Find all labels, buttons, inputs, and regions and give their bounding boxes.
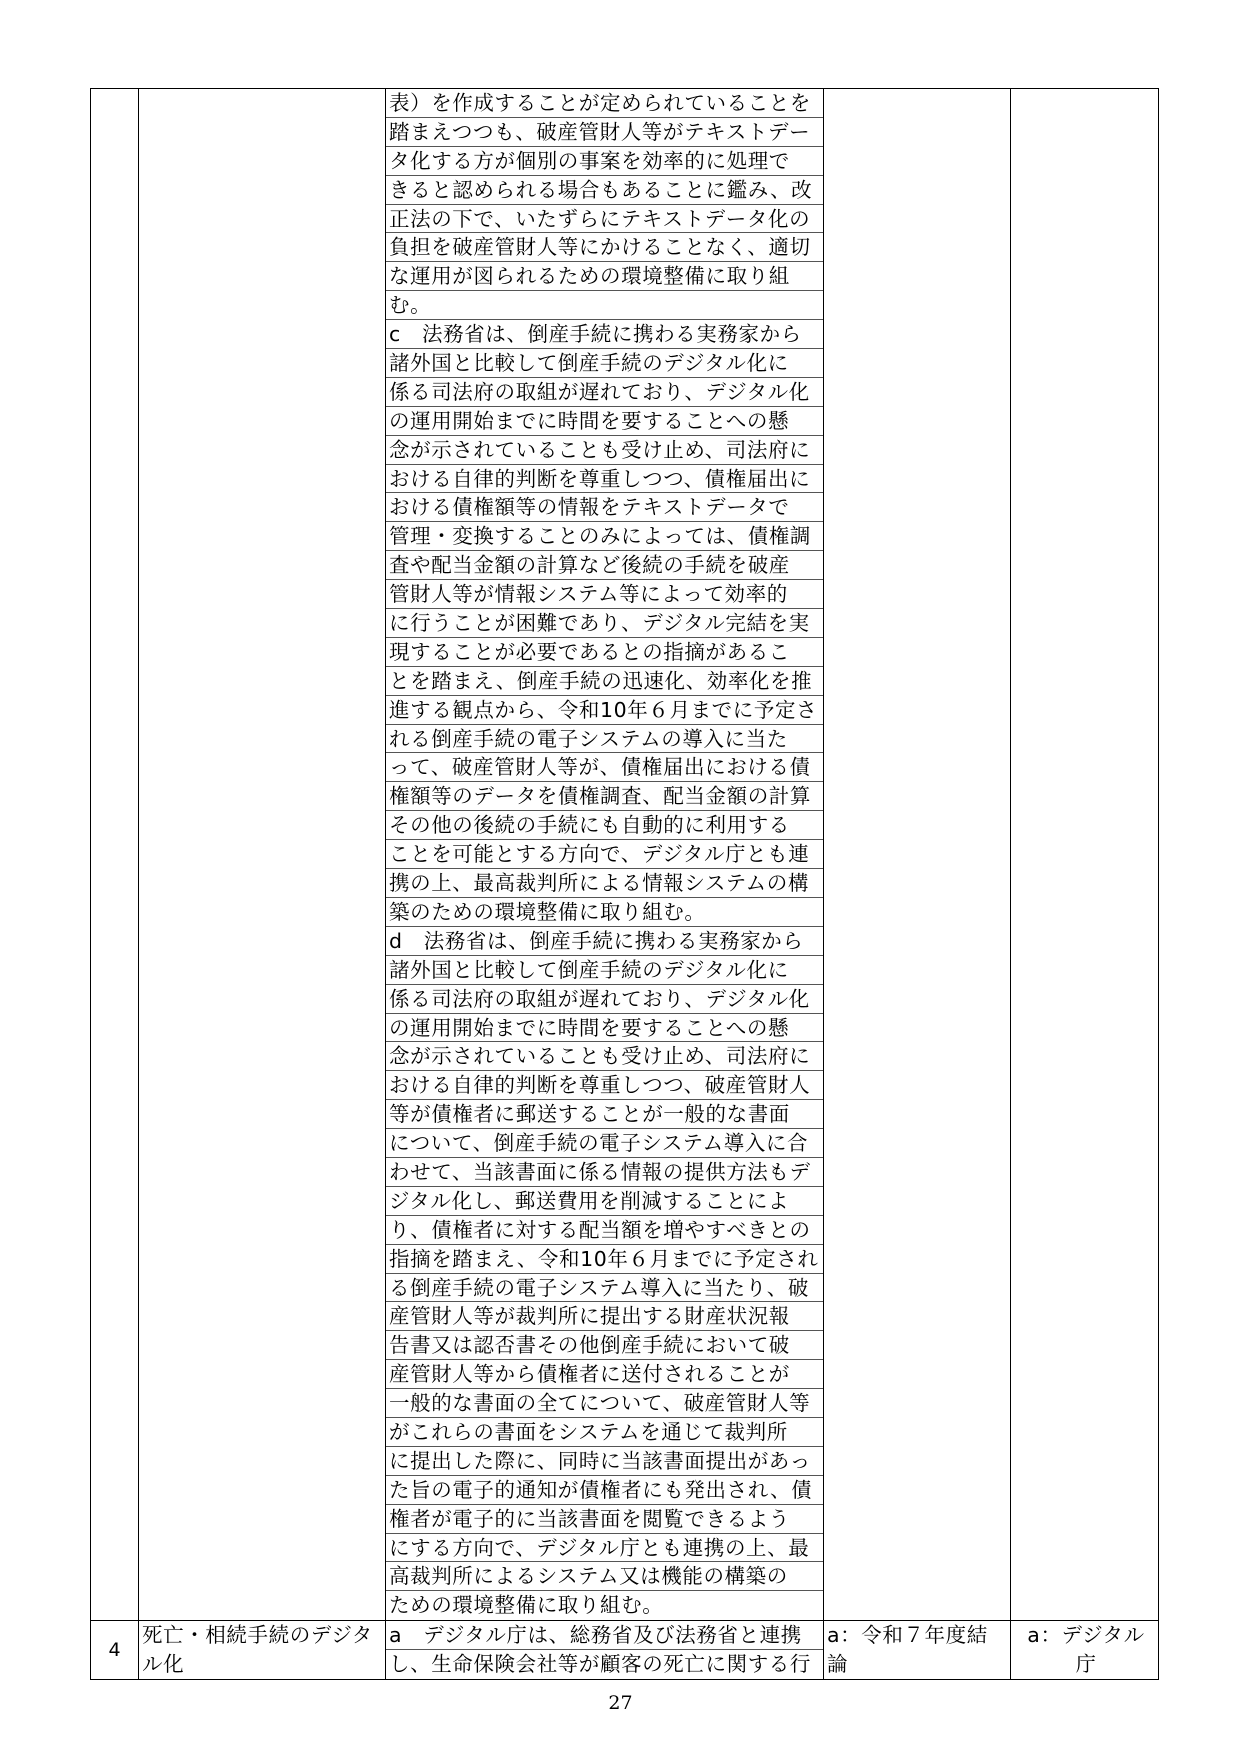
content-line: る倒産手続の電子システム導入に当たり、破 bbox=[386, 1274, 823, 1303]
ministry-lines bbox=[1011, 1621, 1158, 1679]
content-line: ための環境整備に取り組む。 bbox=[389, 1593, 664, 1618]
content-line: 築のための環境整備に取り組む。 bbox=[386, 898, 823, 927]
content-line: その他の後続の手続にも自動的に利用する bbox=[386, 811, 823, 840]
content-line: 諸外国と比較して倒産手続のデジタル化に bbox=[386, 956, 823, 985]
item-number: 4 bbox=[91, 1621, 139, 1680]
content-line: おける債権額等の情報をテキストデータで bbox=[386, 493, 823, 522]
content-line: 念が示されていることも受け止め、司法府に bbox=[386, 436, 823, 465]
topic-lines bbox=[139, 1621, 385, 1679]
schedule-line: a：令和７年度結 bbox=[827, 1623, 988, 1648]
content-line: 管財人等が情報システム等によって効率的 bbox=[386, 580, 823, 609]
content-line: a デジタル庁は、総務省及び法務省と連携 bbox=[386, 1621, 823, 1650]
table-row-continued bbox=[91, 89, 1159, 1621]
content-line: む。 bbox=[386, 291, 823, 320]
content-line: について、倒産手続の電子システム導入に合 bbox=[386, 1129, 823, 1158]
topic-cell bbox=[139, 1621, 386, 1680]
content-cell bbox=[386, 89, 824, 1621]
ministry-cell bbox=[1011, 1621, 1159, 1680]
content-line: 携の上、最高裁判所による情報システムの構 bbox=[386, 869, 823, 898]
content-line: きると認められる場合もあることに鑑み、改 bbox=[386, 176, 823, 205]
content-line: 指摘を踏まえ、令和10年６月までに予定され bbox=[386, 1245, 823, 1274]
schedule-lines bbox=[824, 1621, 1010, 1679]
content-line: 正法の下で、いたずらにテキストデータ化の bbox=[386, 205, 823, 234]
content-line: の運用開始までに時間を要することへの懸 bbox=[386, 1014, 823, 1043]
content-line: おける自律的判断を尊重しつつ、破産管財人 bbox=[386, 1071, 823, 1100]
content-line: にする方向で、デジタル庁とも連携の上、最 bbox=[386, 1534, 823, 1563]
ministry-line: 庁 bbox=[1075, 1652, 1097, 1677]
ministry-cell-empty bbox=[1011, 89, 1159, 1621]
content-line: 負担を破産管財人等にかけることなく、適切 bbox=[386, 233, 823, 262]
content-line: わせて、当該書面に係る情報の提供方法もデ bbox=[386, 1158, 823, 1187]
content-line: 諸外国と比較して倒産手続のデジタル化に bbox=[386, 349, 823, 378]
content-line: 管理・変換することのみによっては、債権調 bbox=[386, 522, 823, 551]
content-line: タ化する方が個別の事案を効率的に処理で bbox=[386, 147, 823, 176]
content-line: た旨の電子的通知が債権者にも発出され、債 bbox=[386, 1476, 823, 1505]
content-line: ジタル化し、郵送費用を削減することによ bbox=[386, 1187, 823, 1216]
content-line: 一般的な書面の全てについて、破産管財人等 bbox=[386, 1389, 823, 1418]
content-cell-row4 bbox=[386, 1621, 824, 1680]
content-line: 係る司法府の取組が遅れており、デジタル化 bbox=[386, 378, 823, 407]
content-line: に行うことが困難であり、デジタル完結を実 bbox=[386, 609, 823, 638]
content-line: 現することが必要であるとの指摘があるこ bbox=[386, 638, 823, 667]
content-line: 産管財人等が裁判所に提出する財産状況報 bbox=[386, 1302, 823, 1331]
topic-line: 死亡・相続手続のデジタ bbox=[142, 1623, 373, 1648]
topic-cell-empty bbox=[139, 89, 386, 1621]
schedule-line: 論 bbox=[827, 1652, 849, 1677]
content-line: 係る司法府の取組が遅れており、デジタル化 bbox=[386, 985, 823, 1014]
content-line: り、債権者に対する配当額を増やすべきとの bbox=[386, 1216, 823, 1245]
content-line: な運用が図られるための環境整備に取り組 bbox=[386, 262, 823, 291]
content-line: 高裁判所によるシステム又は機能の構築の bbox=[386, 1562, 823, 1591]
content-line: に提出した際に、同時に当該書面提出があっ bbox=[386, 1447, 823, 1476]
reform-table bbox=[90, 88, 1159, 1680]
content-line: c 法務省は、倒産手続に携わる実務家から bbox=[386, 320, 823, 349]
ministry-line: a：デジタル bbox=[1027, 1623, 1145, 1648]
table-row-4 bbox=[91, 1621, 1159, 1680]
schedule-cell-empty bbox=[824, 89, 1011, 1621]
content-line: し、生命保険会社等が顧客の死亡に関する行 bbox=[389, 1652, 811, 1677]
content-line: 権者が電子的に当該書面を閲覧できるよう bbox=[386, 1505, 823, 1534]
content-line: 産管財人等から債権者に送付されることが bbox=[386, 1360, 823, 1389]
topic-line: ル化 bbox=[142, 1652, 185, 1677]
content-line: d 法務省は、倒産手続に携わる実務家から bbox=[386, 927, 823, 956]
schedule-cell bbox=[824, 1621, 1011, 1680]
content-line: とを踏まえ、倒産手続の迅速化、効率化を推 bbox=[386, 667, 823, 696]
content-line: 進する観点から、令和10年６月までに予定さ bbox=[386, 696, 823, 725]
page-number: 27 bbox=[608, 1692, 633, 1714]
number-cell-empty bbox=[91, 89, 139, 1621]
content-line: 踏まえつつも、破産管財人等がテキストデー bbox=[386, 118, 823, 147]
content-lines bbox=[386, 89, 823, 1620]
content-line: って、破産管財人等が、債権届出における債 bbox=[386, 753, 823, 782]
content-line: れる倒産手続の電子システムの導入に当た bbox=[386, 725, 823, 754]
content-line: の運用開始までに時間を要することへの懸 bbox=[386, 407, 823, 436]
content-line: 権額等のデータを債権調査、配当金額の計算 bbox=[386, 782, 823, 811]
content-lines-row4 bbox=[386, 1621, 823, 1679]
content-line: ことを可能とする方向で、デジタル庁とも連 bbox=[386, 840, 823, 869]
content-line: 表）を作成することが定められていることを bbox=[386, 89, 823, 118]
content-line: 告書又は認否書その他倒産手続において破 bbox=[386, 1331, 823, 1360]
content-line: 念が示されていることも受け止め、司法府に bbox=[386, 1042, 823, 1071]
content-line: がこれらの書面をシステムを通じて裁判所 bbox=[386, 1418, 823, 1447]
content-line: 査や配当金額の計算など後続の手続を破産 bbox=[386, 551, 823, 580]
content-line: 等が債権者に郵送することが一般的な書面 bbox=[386, 1100, 823, 1129]
content-line: おける自律的判断を尊重しつつ、債権届出に bbox=[386, 465, 823, 494]
